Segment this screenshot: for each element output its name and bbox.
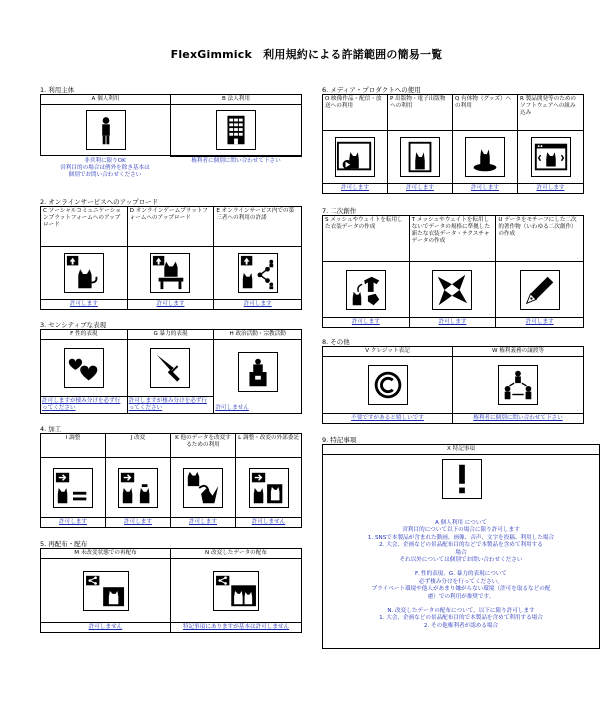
upload-cat-desk-icon: [150, 253, 190, 293]
card-j-header: J 改変: [106, 434, 170, 458]
card-l: [236, 434, 301, 527]
card-r: [518, 95, 583, 193]
share-cat-icon: [238, 253, 278, 293]
card-k: [171, 434, 236, 527]
section-6-heading: 6. メディア・プロダクトへの使用: [322, 86, 421, 94]
card-b-status: 権利者に個別に問い合わせて下さい: [191, 158, 281, 164]
section-5-heading: 5. 再配布・配布: [40, 540, 88, 548]
pen-icon: [520, 270, 560, 310]
card-t: [410, 216, 497, 327]
card-s-header: S メッシュやウェイトを転用した衣装データの作成: [323, 216, 409, 262]
card-q-header: Q 有体物（グッズ）への利用: [453, 95, 517, 131]
card-r-header: R 製品開発等のためのソフトウェアへの組み込み: [518, 95, 583, 131]
card-v-status: 不要ですがあると嬉しいです: [323, 413, 452, 423]
section-7-table: [322, 215, 584, 328]
card-i: [41, 434, 106, 527]
card-m-header: M 未改変状態での再配布: [41, 549, 170, 559]
section-1-heading: 1. 利用主体: [40, 86, 75, 94]
card-a-header: A 個人利用: [41, 95, 170, 105]
software-icon: [531, 137, 571, 177]
section-2-table: [40, 206, 302, 310]
card-r-status: 許可します: [518, 183, 583, 193]
card-n: [171, 549, 301, 632]
card-u: [496, 216, 583, 327]
transfer-icon: [498, 365, 538, 405]
card-w-header: W 権利義務の譲渡等: [453, 347, 583, 357]
section-9-heading: 9. 特記事項: [322, 436, 357, 444]
card-t-header: T メッシュやウェイトを転用しないでデータの規格に準拠した新たな衣装データ・テクスチャデータの作成: [410, 216, 496, 262]
hearts-icon: [64, 348, 104, 388]
card-e-status: 許可します: [214, 299, 301, 309]
card-e-header: E オンラインサービス内での第三者への利用の許諾: [214, 207, 301, 247]
redistribute-icon: [83, 571, 129, 611]
page-title: FlexGimmick 利用規約による許諾範囲の簡易一覧: [170, 48, 443, 61]
card-l-status: 許可しません: [236, 517, 301, 527]
book-icon: [400, 137, 440, 177]
person-icon: [86, 110, 126, 150]
card-g-status: 許可しますが棲み分けを必ず行ってください: [128, 396, 214, 413]
distribute-modified-icon: [213, 571, 259, 611]
card-f-header: F 性的表現: [41, 330, 127, 340]
card-a-note: 非営利に限りOK 営利目的の場合は例外を除き基本は 個別でお問い合わせください: [60, 158, 150, 178]
card-v-header: V クレジット表記: [323, 347, 452, 357]
card-p: [388, 95, 453, 193]
card-b-header: B 法人利用: [171, 95, 301, 105]
card-d: [128, 207, 215, 309]
transform-icon: [183, 468, 223, 508]
card-n-header: N 改変したデータの配布: [171, 549, 301, 559]
card-h-status: 許可しません: [215, 405, 249, 411]
card-q: [453, 95, 518, 193]
adjust-icon: [53, 468, 93, 508]
card-g-header: G 暴力的表現: [128, 330, 214, 340]
card-d-header: D オンラインゲームプラットフォームへのアップロード: [128, 207, 214, 247]
card-o-status: 許可します: [323, 183, 387, 193]
section-4-table: [40, 433, 302, 528]
section-7-heading: 7. 二次創作: [322, 207, 357, 215]
card-s-status: 許可します: [323, 317, 409, 327]
video-icon: [335, 137, 375, 177]
exclamation-icon: [442, 459, 482, 499]
outsource-icon: [249, 468, 289, 508]
section-4-heading: 4. 加工: [40, 425, 62, 433]
section-2-heading: 2. オンラインサービスへのアップロード: [40, 198, 159, 206]
modify-icon: [118, 468, 158, 508]
card-a: [41, 95, 171, 155]
section-8-table: [322, 346, 584, 424]
card-j-status: 許可します: [106, 517, 170, 527]
card-k-header: K 他のデータを改変するための利用: [171, 434, 235, 458]
card-t-status: 許可します: [410, 317, 496, 327]
goods-icon: [465, 137, 505, 177]
card-x-header: X 特記事項: [323, 445, 599, 455]
card-g: [128, 330, 215, 413]
card-w: [453, 347, 583, 423]
card-f-status: 許可しますが棲み分けを必ず行ってください: [41, 396, 127, 413]
card-h: [214, 330, 301, 413]
upload-cat-icon: [64, 253, 104, 293]
card-o-header: O 映像作品・配信・放送への利用: [323, 95, 387, 131]
knife-icon: [150, 348, 190, 388]
card-q-status: 許可します: [453, 183, 517, 193]
card-s: [323, 216, 410, 327]
card-i-header: I 調整: [41, 434, 105, 458]
card-b: [171, 95, 301, 155]
card-j: [106, 434, 171, 527]
card-p-header: P 出版物・電子出版物への利用: [388, 95, 452, 131]
section-8-heading: 8. その他: [322, 338, 350, 346]
card-c-header: C ソーシャルコミュニケーションプラットフォームへのアップロード: [41, 207, 127, 247]
card-u-status: 許可します: [496, 317, 583, 327]
special-notes-text: A 個人利用 について 営利目的について以下の場合に限り許可します 1. SNSで本製品が含まれた動画、画像、音声、文字を投稿、利用した場合 2. 大会、企画などの景品配布目的などで本製品を含めて利用する 場合 それ以外については個別でお問い合わせください F. 性的表現、G. 暴力的表現について 必ず棲み分けを行ってください。 プライベート環境や他人があまり嫌がらない環境（許可を取るなどの配 慮）での利用が推奨です。 N. 改変したデータの配布について、以下に限り許可します 1. 大会、企画などの景品配布目的で本製品を含めて利用する場合 2. その他権利者が認める場合: [367, 520, 555, 629]
section-3-heading: 3. センシティブな表現: [40, 321, 107, 329]
card-n-status: 特記事項にありますが基本は許可しません: [171, 622, 301, 632]
special-notes-box: [322, 444, 600, 649]
section-6-table: [322, 94, 584, 194]
section-3-table: [40, 329, 302, 414]
card-k-status: 許可します: [171, 517, 235, 527]
card-h-header: H 政治活動・宗教活動: [214, 330, 301, 340]
fabric-icon: [432, 270, 472, 310]
building-icon: [216, 110, 256, 150]
card-o: [323, 95, 388, 193]
card-c: [41, 207, 128, 309]
card-f: [41, 330, 128, 413]
card-v: [323, 347, 453, 423]
card-w-status: 権利者に個別に問い合わせて下さい: [453, 413, 583, 423]
card-d-status: 許可します: [128, 299, 214, 309]
card-m-status: 許可しません: [41, 622, 170, 632]
card-i-status: 許可します: [41, 517, 105, 527]
card-m: [41, 549, 171, 632]
card-u-header: U データをモチーフにした二次的著作物（いわゆる二次創作）の作成: [496, 216, 583, 262]
card-c-status: 許可します: [41, 299, 127, 309]
card-l-header: L 調整・改変の外部委託: [236, 434, 301, 458]
podium-icon: [238, 352, 278, 392]
copyright-icon: [368, 365, 408, 405]
section-1-table: [40, 94, 302, 156]
card-p-status: 許可します: [388, 183, 452, 193]
costume-icon: [346, 270, 386, 310]
section-5-table: [40, 548, 302, 633]
card-e: [214, 207, 301, 309]
